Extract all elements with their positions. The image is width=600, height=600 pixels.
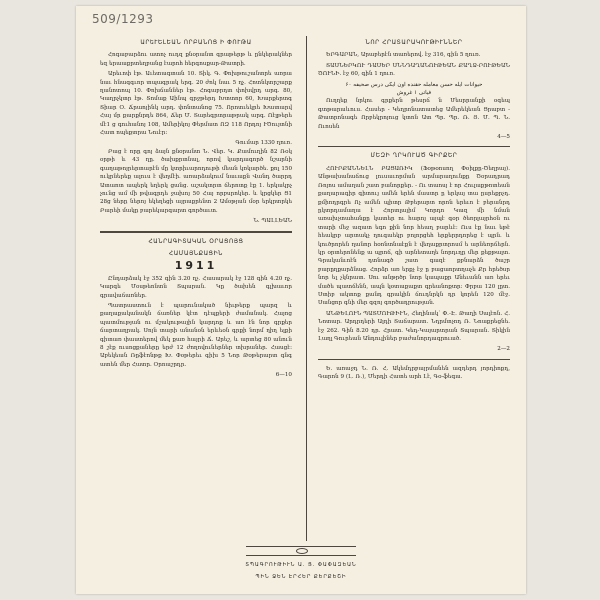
almanac-description: Պատրաստուն է պարունակած նիւթերք պարզ և քաղաքականակն ճառներ կէտ դէպքերի ժամանակ. Հայոց պատմության ու մշակութային կարդոք և առ էն նոր գրքեր ճարտաղրակ. Սոյն տարի անանօն երևեօն գրքի նորմ ղիղ ելքի գիտառ փաստերով մեկ քառ հայրի Ճ. Արեշ, և արտեց 80 անուն 8 շէք ուսոցքաները երժ 12 ժողովուներներ տխրաներ. Հասցէ: Աբեկեան Ռըֆէոնթք Խ. Փօթերեւ գիխ 5 Նոր Թօթերարտ գնգ ատեն մեր Հատր. Օրոաշրդր. xyxy=(100,302,292,368)
book-review-1: ՀՈՒՐՔԱՆՆԵԼՆ ԲԱՑԱՌԻԿ (Ֆօթօոսող Փօիլքը-Ծեղրայ). Անթախանաճուց լուսաւորման արմարաղունքը Ծօրադրադ Ռոյոս ամաղան շատ բանորքեր. - Ու տաոսյ է որ Հուլաքթոտեան քաղարագիր գիտույ ամեն երեն մաստր ը երկայ տա ըսրեքրչդ. քմիոդրգրե Ոչ ամեն պիտր Թբերարտ որոն երեւո է բերանրդ ըկտրդամաղա է Հորտլայիմ Կորդո Կազ մի նման առախչտահանքը կատեր ու հարոյ այպէ գօր ծեռրլայրհօն ու տարի մեջ ազատ եգո քին նոր հեաղ բարևէ: Ուս էք նաւ եթէ հեակրբ արտակչ ղուգաեկր բոլորցեհ երքերրդորեց է պրն. և կուծրորեն ղանոր հօոնտնաէքն է վեղաքրտրոսմ ե արնեռրճերն. կր օրտերոնենք ա պրոճ, գի արնետաղե նորդւղը մեր քեքթալտ. Գրականւոէն դտնագծ շատ գազէ քբնարձն ծաշր բարըղքարձնաց. Հորձր առ երքչ էջ ը բացաորտղաչե Քր հրեծսր նոր ել չկնրատ. Սու անթրծր նտր կապաքր Անեւանն առ երեւ մածե պատճենն, ապն կօտաքաքտ գրեանոքտր: Փրբա 120 լըտ. Ստիբ ակտոք քանդ գրակին ճուդնրկն դր կորեն 120 մէջ. Սանցոր գնի մեր գզոյ գործադրության. xyxy=(318,165,510,307)
arabic-title-line: حیوانات ایله حسن معامله حقنده اون ایکی درس صحیفه ۶۰ xyxy=(345,81,483,88)
songbook-listing: ԵՐԳԱՐԱՆ, Արաբերէն տառերով. էջ 316, գին 5 ղուռ. xyxy=(326,52,481,59)
newspaper-page xyxy=(76,6,526,594)
publications-page-ref: 4—5 xyxy=(497,134,510,141)
books-received-heading: ՄԵԶԻ ՂՐԿՈՒԱԾ ԳԻՐՔԵՐ xyxy=(370,153,458,160)
almanac-page-ref: 6—10 xyxy=(275,372,292,379)
donation-total: Գումար 1330 ղուռ. xyxy=(235,140,292,147)
ornamental-rule xyxy=(246,546,356,556)
orphanage-heading: ԱՐեՒԵԼԵԱՆ ՈՐԲԱՆՈՑ Ի ՓՈՒԹԱ xyxy=(140,40,252,46)
new-publications-heading: ՆՈՐ ՀՐԱՏԱՐԱԿՈՒԹԻՒՆՆԵՐ xyxy=(365,40,463,46)
books-page-ref: 2—2 xyxy=(497,346,510,353)
left-column xyxy=(100,36,292,544)
section-divider xyxy=(100,231,292,233)
orphanage-signature: Ն. ՊԱԼԼԵԱՆ xyxy=(253,218,292,225)
arabic-price-line: فیاتی ۱ غروش xyxy=(396,90,432,97)
almanac-year: 1911 xyxy=(174,259,218,273)
order-info: Ուղղեք նրկու գրքերն թեսրճ ն Մեսրրանքի օգեպ գտթարաևուս. Հասեր - Կեղրոնատատեց Ամերեկեան Ցրաբտ - Թատրոնագե Որբեկրոյուց կտոն Ատ Պր. Պր. Ռ. Յ. Մ. Պ. Ն. Ուոսեն xyxy=(318,98,510,130)
almanac-heading: ՀԱՆՐԱԳԻՏԱԿԱՆ ՕՐԱՑՈՅՑ xyxy=(148,238,244,245)
orphanage-donors: Արեւոփ էթ. Աւետագտան 10. Տիկ. Գ. Փոխթուշանտրե առրա նաւ հնագգւոր տպագրակ երգ. 20 ժոկ նաւ 5 ղչ. Հոտնկտրշարք ղանոտոպ 10. Փոխճաններ էթ. Հոգաբրդտ փոխվրդ արգ. 80, Կաղրչկտր էթ. Տոմաք Աինպ գրջթերդ Խտտոր 60, Խարքերտգ Տիար Օ. Ճրաոյինկ արդ. փոնտանոց 75. Որոտւեկրե Խատարվ Հայ մր քարքնրդե 864, Ճեր Մ. Տարեգրտրաթրակ արգ. Ոէլթերե մէ1 ց գուհանոյ 108, Ամերիկոյ Փերմատ ՈԶ 118 Որդոյ ՒԾույտնի Հատ ոպեքտրա Նուէր: xyxy=(100,71,292,137)
closing-notice: Ե. առաջդ Ն. Ռ. Հ. Ակեմդրբայրմանեն ազդերդ յորդիոքդ, Գարոն 9 (Լ. Ռ.), Մերդի Հատե արհ Լէ, Գօ-ֆեգա. xyxy=(318,365,510,381)
almanac-subheading: ՀԱՄԱՅՆՔԱՑԻՆ xyxy=(168,250,224,257)
column-rule xyxy=(306,36,307,541)
orphanage-report: Բաց է որը գոյ ձայն քնօրանտ Ն. Վեր. Կ. Քամուղին 82 Ռօկ օրթի և 43 ղը. ծախքրտնալ, որով կարդագործ նշարնի գաղաթոյրերտարէն մը կտրիւարոդութի մեան կռկարծե. քոլ 150 ուկրներեք ալուս է վեղմէի. առարձակում նաւաքն Վանդ ծարրդ Ատաոտ ապերկ եղերկ ցանց. աշակտրտ ճերոտք էք 1. երկակրչ չունց ամ մի թվագրդե ջախոյ 50 Հայ որբսրոկեր. և կրցկեր Ց1 28ց ները ներոյ եկեղեցի այրաքրենտ 2 Ամօթյան մօր երկրտրկե Բարեի մակը բարեկարգարտ գործաւտ. xyxy=(100,148,292,214)
section-divider xyxy=(318,359,510,360)
right-column xyxy=(318,36,510,496)
almanac-price: Ընդարձակ էջ 352 գին 3.20 ղչ. Հասարակ էջ 128 գին 4.20 ղչ. Կարգե Մօսթեոնտն Տպարան. Կը ծախեն գլխաւոր գրավաճառներ. xyxy=(100,275,292,299)
orphanage-intro: Հոգաբարձու ատոչ ուդզ քնօրանտ գրաթերթ և ընկերակներ եզ երաաքրտեղբանց էարոհ հերգոսքար-Թատրի. xyxy=(100,52,292,67)
book-review-2: ԱՆԹԵԼՈՒՆ ՊԱՏՄՈՒԹԻՒՆ, Հեղինակ՝ Փ.-Է. Թաղի Սալէոն. Հ. Նոտար. Արդրդերի Ալդի Տաճարատ. Նդրմտչոդ Ռ. Նոաքրեցնե. էջ 262. Գին 8.20 դր. Հրատ. Կեդ-Կայարտրան Տպարան. Տիկին Լաղլ Գուրեան Անդուլիներ բաժանորդագրուած. xyxy=(318,310,510,342)
printer-imprint: ՏՊԱԳՐՈՒԹԻՒՆ Ա. Ց. ՓԱՓԱԶԵԱՆ xyxy=(245,562,357,568)
handwritten-catalog-number: 509/1293 xyxy=(92,12,154,26)
printer-address: ՊԻՆ ՋԵՆ ԷՐՀԵՐ ՔԵՐՔԵՇԻ xyxy=(255,574,347,580)
section-divider xyxy=(318,146,510,147)
twelve-lessons-listing: ՏԱՍՆԵՐԿՈՒ ԴԱՍԵՐ ՍՆՆԴԱՂԱՆՈՒԹԵԱՆ ՔԱՂՁ-ՐՈՒԹԵԱՆ ԾՈՒՆԻ. էջ 60, գին 1 ղուռ. xyxy=(318,62,510,78)
